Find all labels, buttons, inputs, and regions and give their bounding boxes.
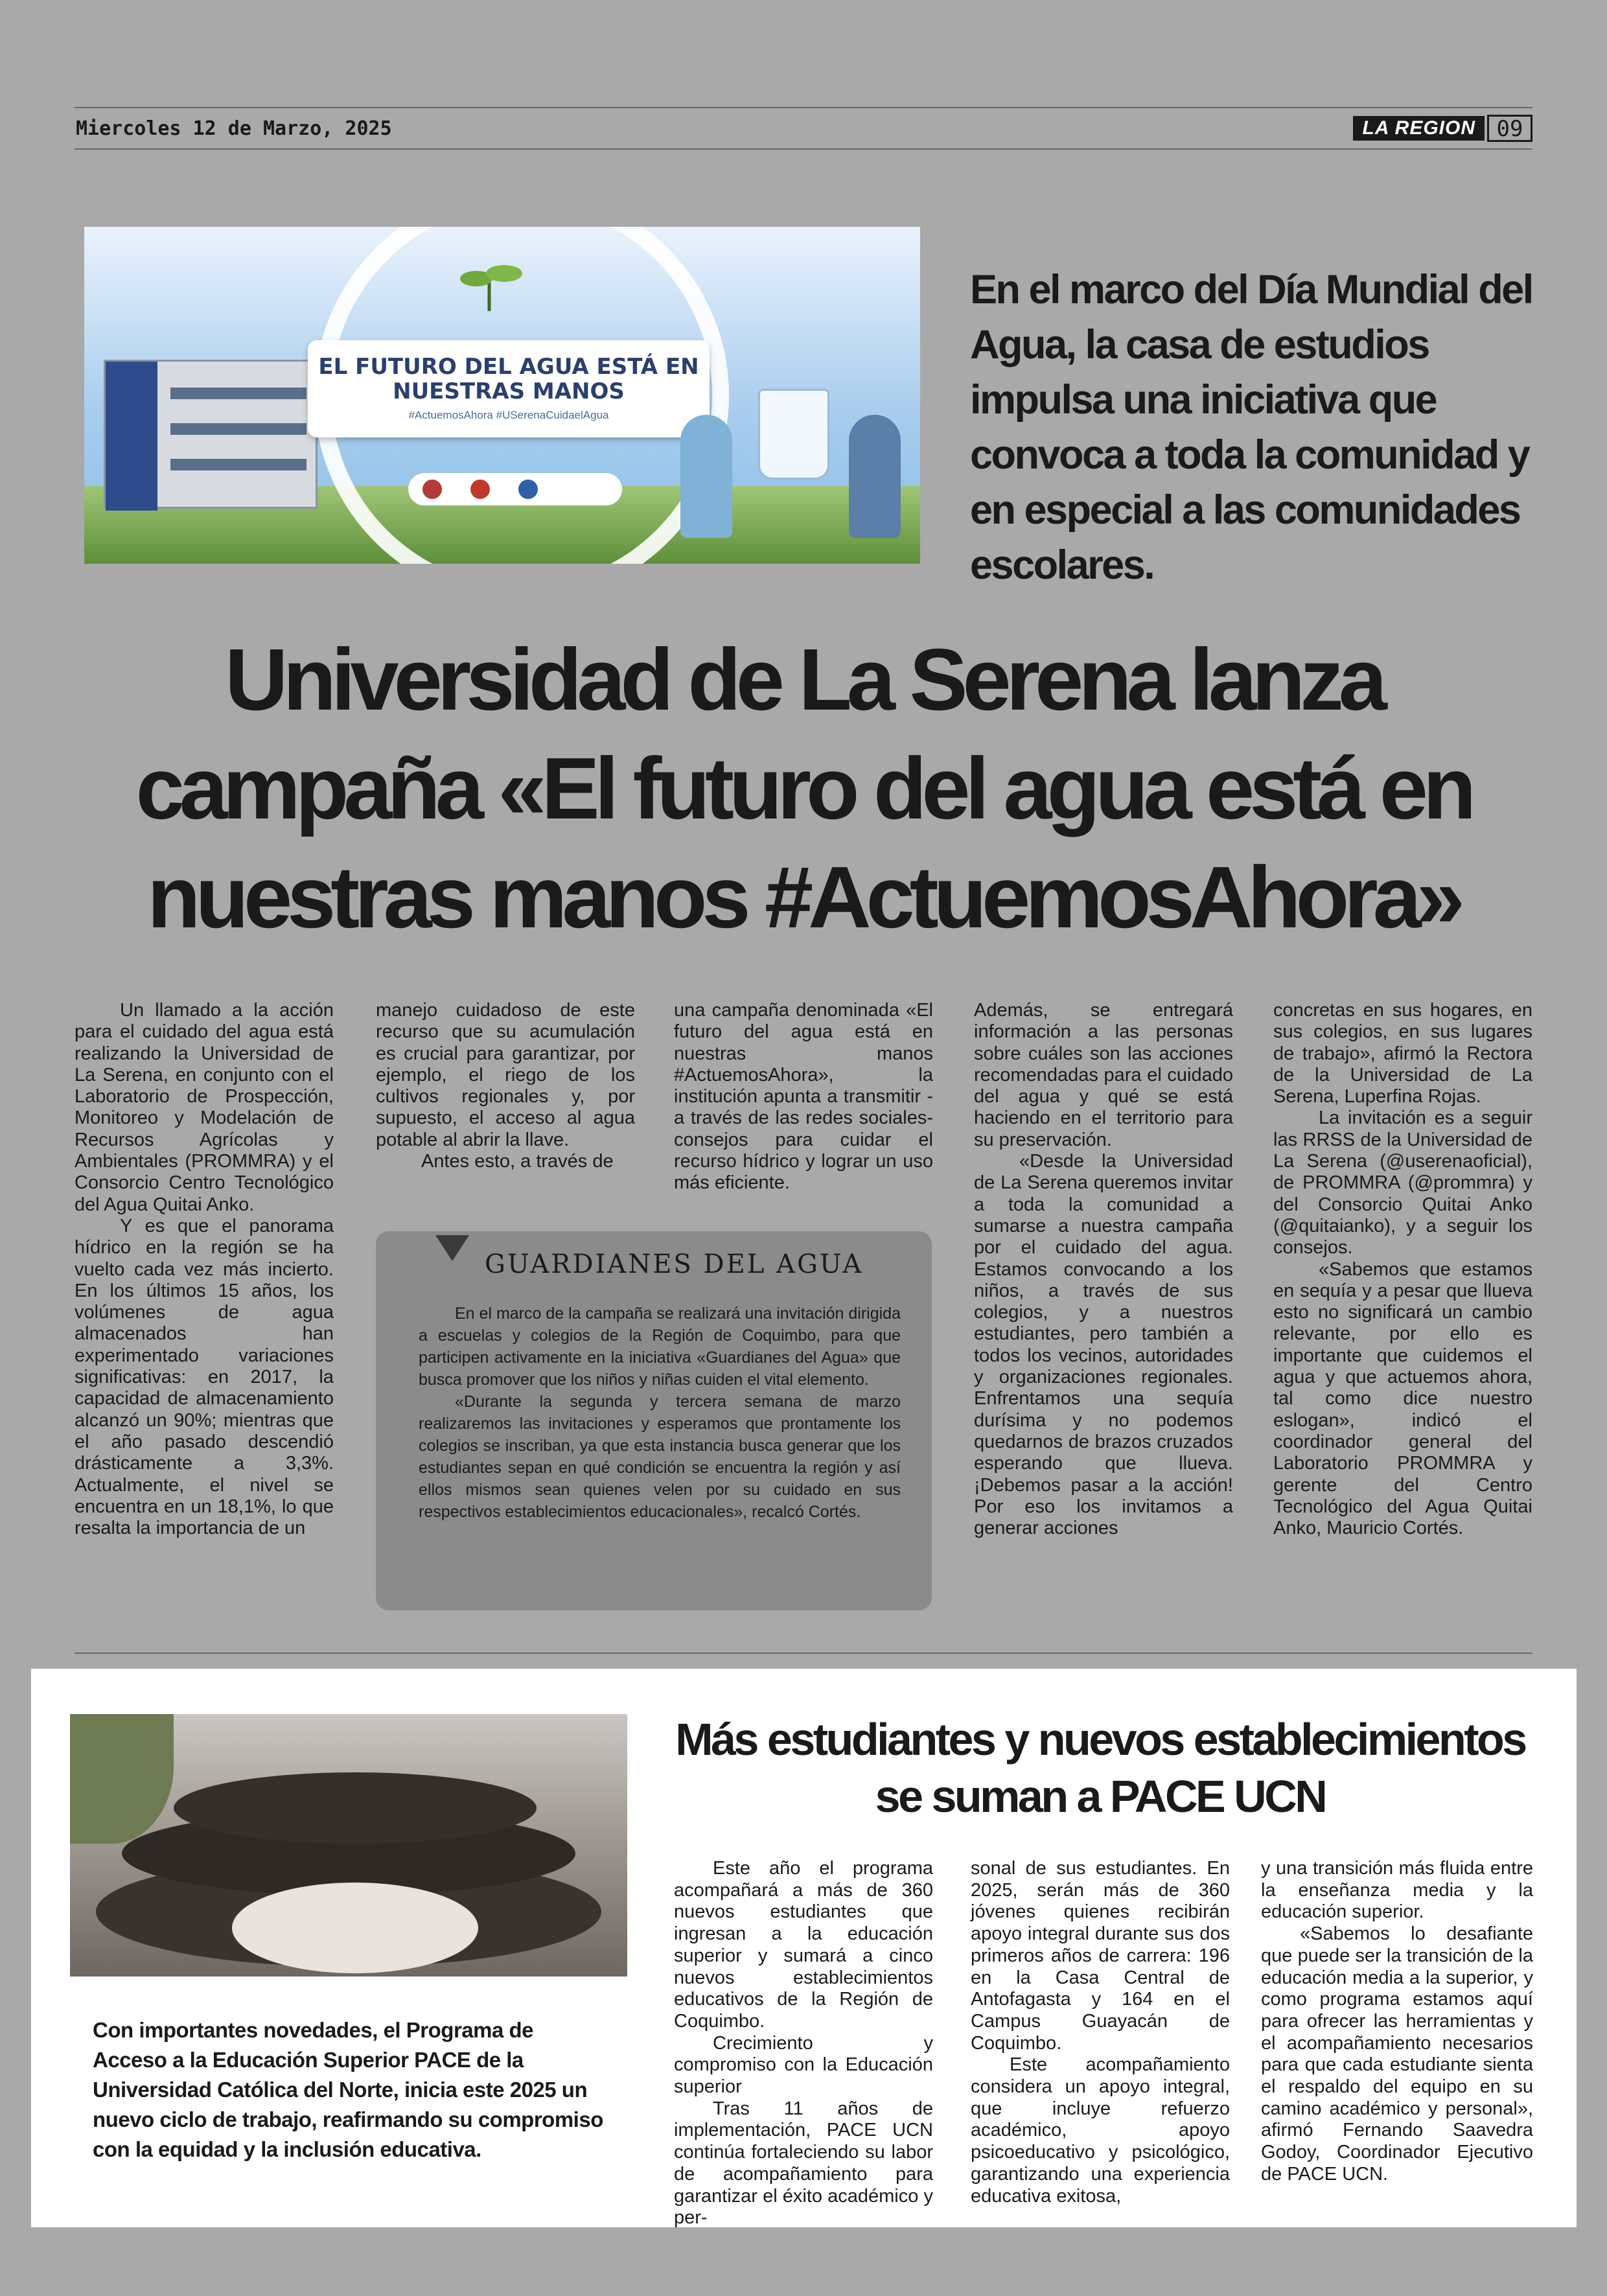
university-building-illustration <box>104 360 318 509</box>
paragraph: En el marco de la campaña se realizará una invitación dirigida a escuelas y colegios de la Región de Coquimbo, para que participen activamente en la iniciativa «Guardianes del Agua» que busca promover que los niños y niñas cuiden el vital elemento. <box>419 1305 901 1389</box>
logo-icon <box>422 480 442 499</box>
banner-hashtags: #ActuemosAhora #USerenaCuidaelAgua <box>408 409 609 421</box>
article-deck: En el marco del Día Mundial del Agua, la casa de estudios impulsa una iniciativa que convoca a toda la comunidad y en especial a las comunidades escolares. <box>970 267 1532 588</box>
paragraph: La invitación es a seguir las RRSS de la Universidad de La Serena (@userenaoficial), de PROMMRA (@prommra) y del Consorcio Quitai Anko (@quitaianko), y a seguir los consejos. <box>1273 1107 1532 1258</box>
photo-caption: Con importantes novedades, el Programa de Acceso a la Educación Superior PACE de la Universidad Católica del Norte, inicia este 2025 un nuevo ciclo de trabajo, reafirmando su compromiso con la equidad y la inclusión educativa. <box>93 2018 603 2161</box>
article-column-5 <box>1273 1000 1532 1539</box>
paragraph: manejo cuidadoso de este recurso que su acumulación es crucial para garantizar, por ejemplo, el riego de los cultivos regionales y, por supuesto, el acceso al agua potable al abrir la llave. <box>376 1000 635 1150</box>
paragraph: «Sabemos lo desafiante que puede ser la transición de la educación media a la superior, y como programa estamos aquí para ofrecer las herramientas y el acompañamiento necesarios para que cada estudiante sienta el respaldo del equipo en su camino académico y personal», afirmó Fernando Saavedra Godoy, Coordinador Ejecutivo de PACE UCN. <box>1261 1923 1533 2185</box>
paragraph: «Sabemos que estamos en sequía y a pesar que llueva esto no significará un cambio relevante, por ello es importante que cuidemos el agua y que actuemos ahora, tal como dice nuestro eslogan», indicó el coordinador general del Laboratorio PROMMRA y gerente del Centro Tecnológico del Agua Quitai Anko, Mauricio Cortés. <box>1273 1258 1532 1539</box>
girl-mascot <box>680 415 732 538</box>
sidebar-box <box>376 1231 932 1610</box>
article-column-3 <box>674 1000 933 1194</box>
paragraph: una campaña denominada «El futuro del agua está en nuestras manos #ActuemosAhora», la institución apunta a transmitir -a través de las redes sociales- consejos para cuidar el recurso hídrico y lograr un uso más eficiente. <box>674 1000 933 1194</box>
issue-date: Miercoles 12 de Marzo, 2025 <box>76 117 392 140</box>
page-number: 09 <box>1487 115 1532 142</box>
paragraph: Tras 11 años de implementación, PACE UCN continúa fortaleciendo su labor de acompañamiento para garantizar el éxito académico y per- <box>674 2098 933 2229</box>
article-headline: Universidad de La Serena lanza campaña «El futuro del agua está en nuestras manos #ActuemosAhora» <box>135 631 1472 946</box>
triangle-marker-icon <box>435 1235 469 1261</box>
campaign-banner <box>308 340 710 437</box>
campaign-image <box>84 227 920 564</box>
headline-line-2: se suman a PACE UCN <box>875 1771 1326 1822</box>
water-glass-mascot <box>758 389 829 480</box>
article-column-2 <box>376 1000 635 1172</box>
article-column-4 <box>974 1000 1233 1539</box>
paragraph: Este año el programa acompañará a más de 360 nuevos estudiantes que ingresan a la educación superior y sumará a cinco nuevos establecimientos educativos de la Región de Coquimbo. <box>674 1858 933 2032</box>
banner-title-line2: NUESTRAS MANOS <box>393 378 625 404</box>
paragraph: Este acompañamiento considera un apoyo integral, que incluye refuerzo académico, apoyo psicoeducativo y psicológico, garantizando una experiencia educativa exitosa, <box>971 2054 1230 2207</box>
sponsor-logos <box>408 473 622 505</box>
paragraph: sonal de sus estudiantes. En 2025, serán más de 360 jóvenes quienes recibirán apoyo integral durante sus dos primeros años de carrera: 196 en la Casa Central de Antofagasta y 164 en el Campus Guayacán de Coquimbo. <box>971 1858 1230 2054</box>
tree-foliage <box>70 1714 174 1844</box>
students-group-photo <box>70 1714 627 1977</box>
banner-title-line1: EL FUTURO DEL AGUA ESTÁ EN <box>318 354 699 380</box>
paragraph: «Desde la Universidad de La Serena queremos invitar a toda la comunidad a sumarse a nuestra campaña por el cuidado del agua. Estamos convocando a los niños, a través de sus colegios, y a nuestros estudiantes, pero también a todos los vecinos, autoridades y organizaciones regionales. Enfrentamos una sequía durísima y no podemos quedarnos de brazos cruzados esperando que llueva. ¡Debemos pasar a la acción! Por eso los invitamos a generar acciones <box>974 1151 1233 1539</box>
headline-line-1: Más estudiantes y nuevos establecimientos <box>675 1714 1525 1765</box>
paragraph: Un llamado a la acción para el cuidado del agua está realizando la Universidad de La Serena, en conjunto con el Laboratorio de Prospección, Monitoreo y Modelación de Recursos Agrícolas y Ambientales (PROMMRA) y el Consorcio Centro Tecnológico del Agua Quitai Anko. <box>75 1000 334 1215</box>
second-article-panel <box>31 1669 1577 2227</box>
logo-icon <box>470 480 490 499</box>
section-divider <box>75 1652 1532 1654</box>
sprout-icon <box>447 259 531 311</box>
second-article-column-3 <box>1261 1858 1533 2186</box>
page-header <box>75 107 1532 150</box>
paragraph: «Durante la segunda y tercera semana de marzo realizaremos las invitaciones y esperamos que prontamente los colegios se inscriban, ya que esta instancia busca generar que los estudiantes sepan en qué condición se encuentra la región y así ellos mismos sean quienes velen por su cuidado en sus respectivos establecimientos educacionales», recalcó Cortés. <box>419 1393 901 1521</box>
boy-mascot <box>849 415 901 538</box>
logo-icon <box>518 480 538 499</box>
second-article-column-2 <box>971 1858 1230 2207</box>
sidebar-title: GUARDIANES DEL AGUA <box>485 1249 864 1279</box>
paragraph: Antes esto, a través de <box>421 1151 614 1172</box>
second-article-column-1 <box>674 1858 933 2229</box>
paragraph: Crecimiento y compromiso con la Educación superior <box>674 2032 933 2098</box>
paragraph: y una transición más fluida entre la enseñanza media y la educación superior. <box>1261 1858 1533 1923</box>
sidebar-text <box>419 1303 901 1523</box>
newspaper-brand: LA REGION <box>1353 116 1485 141</box>
second-article-headline <box>666 1711 1534 1825</box>
paragraph: Y es que el panorama hídrico en la región se ha vuelto cada vez más incierto. En los últimos 15 años, los volúmenes de agua almacenados han experimentado variaciones significativas: en 2017, la capacidad de almacenamiento alcanzó un 90%; mientras que el año pasado descendió drásticamente a 3,3%. Actualmente, el nivel se encuentra en un 18,1%, lo que resalta la importancia de un <box>75 1215 334 1539</box>
paragraph: Además, se entregará información a las personas sobre cuáles son las acciones recomendadas para el cuidado del agua y qué se está haciendo en el territorio para su preservación. <box>974 1000 1233 1150</box>
article-column-1 <box>75 1000 334 1539</box>
paragraph: concretas en sus hogares, en sus colegios, en sus lugares de trabajo», afirmó la Rectora de la Universidad de La Serena, Luperfina Rojas. <box>1273 1000 1532 1107</box>
